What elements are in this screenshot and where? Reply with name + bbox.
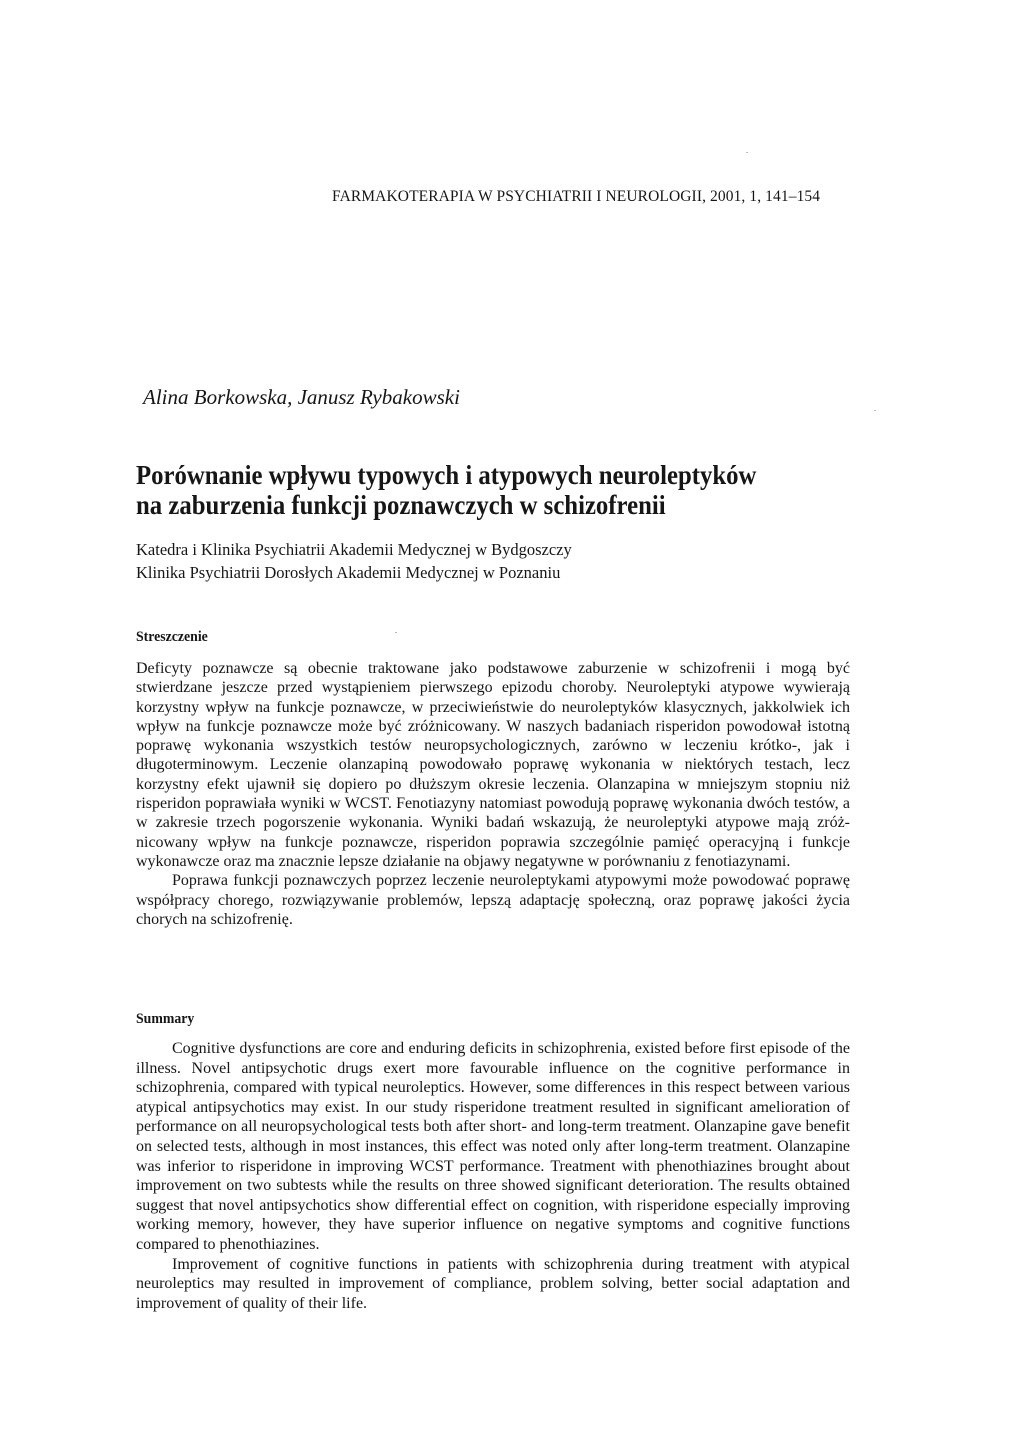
streszczenie-paragraph: Deficyty poznawcze są obecnie traktowane jako podstawowe zaburzenie w schizofrenii i mogą być stwierdzane jeszcze przed wystąpieniem pierwszego epizodu choroby. Neuroleptyki atypowe wywierają korzystny wpływ na funkcje poznawcze, w przeciwieństwie do neuroleptyków klasycznych, jakkolwiek ich wpływ na funkcje poznawcze może być zróżnicowany. W naszych badaniach risperidon powodował istotną poprawę wykonania wszystkich testów neuropsychologicznych, zarówno w leczeniu krótko-, jak i długoterminowym. Leczenie olanzapiną powodowało poprawę wykonania w niektórych testach, lecz korzystny efekt ujawnił się dopiero po dłuższym okresie leczenia. Olanzapina w mniejszym stopniu niż risperidon poprawiała wyniki w WCST. Fenotiazyny natomiast powodują poprawę wykonania dwóch testów, a w zakresie trzech pogorszenie wykonania. Wyniki badań wskazują, że neuroleptyki atypowe mają zróżnicowany wpływ na funkcje poznawcze, risperidon poprawia szczególnie pamięć operacyjną i funkcje wykonawcze oraz ma znacznie lepsze działanie na objawy negatywne w porównaniu z fenotiazynami. <box>136 660 850 870</box>
scan-speck <box>874 410 876 411</box>
summary-paragraph: Cognitive dysfunctions are core and enduring deficits in schizophrenia, existed before first episode of the illness. Novel antipsychotic drugs exert more favourable influence on the cognitive performance in schizophrenia, compared with typical neuroleptics. However, some differences in this respect between various atypical antipsychotics may exist. In our study risperidone treatment resulted in significant amelioration of performance on all neuropsychological tests both after short- and long-term treatment. Olanzapine gave benefit on selected tests, although in most instances, this effect was noted only after long-term treatment. Olanzapine was inferior to risperidone in improving WCST performance. Treatment with phenothiazines brought about improvement on two subtests while the results on three showed significant deterioration. The results obtained suggest that novel antipsychotics show differential effect on cognition, with risperidone especially improving working memory, however, they have superior influence on negative symptoms and cognitive functions compared to phenothiazines. <box>136 1040 850 1253</box>
streszczenie-heading: Streszczenie <box>136 629 208 645</box>
scan-speck <box>746 152 748 153</box>
scan-speck <box>395 632 397 633</box>
title-line: na zaburzenia funkcji poznawczych w schizofrenii <box>136 489 666 520</box>
affiliation: Klinika Psychiatrii Dorosłych Akademii Medycznej w Poznaniu <box>136 563 561 582</box>
streszczenie-paragraph: Poprawa funkcji poznawczych poprzez leczenie neuroleptykami atypowymi może powodować poprawę współpracy chorego, rozwiązywanie problemów, lepszą adaptację społeczną, oraz poprawę jakości życia chorych na schizofrenię. <box>136 872 850 928</box>
summary-heading: Summary <box>136 1011 195 1027</box>
article-title <box>136 460 820 520</box>
authors: Alina Borkowska, Janusz Rybakowski <box>143 385 460 409</box>
affiliations <box>136 538 856 584</box>
summary-paragraph: Improvement of cognitive functions in patients with schizophrenia during treatment with atypical neuroleptics may resulted in improvement of compliance, problem solving, better social adaptation and improvement of quality of their life. <box>136 1255 850 1312</box>
summary-body <box>136 1039 850 1313</box>
title-line: Porównanie wpływu typowych i atypowych neuroleptyków <box>136 459 757 490</box>
running-header: FARMAKOTERAPIA W PSYCHIATRII I NEUROLOGII, 2001, 1, 141–154 <box>332 188 821 205</box>
affiliation: Katedra i Klinika Psychiatrii Akademii Medycznej w Bydgoszczy <box>136 540 572 559</box>
streszczenie-body <box>136 659 850 929</box>
